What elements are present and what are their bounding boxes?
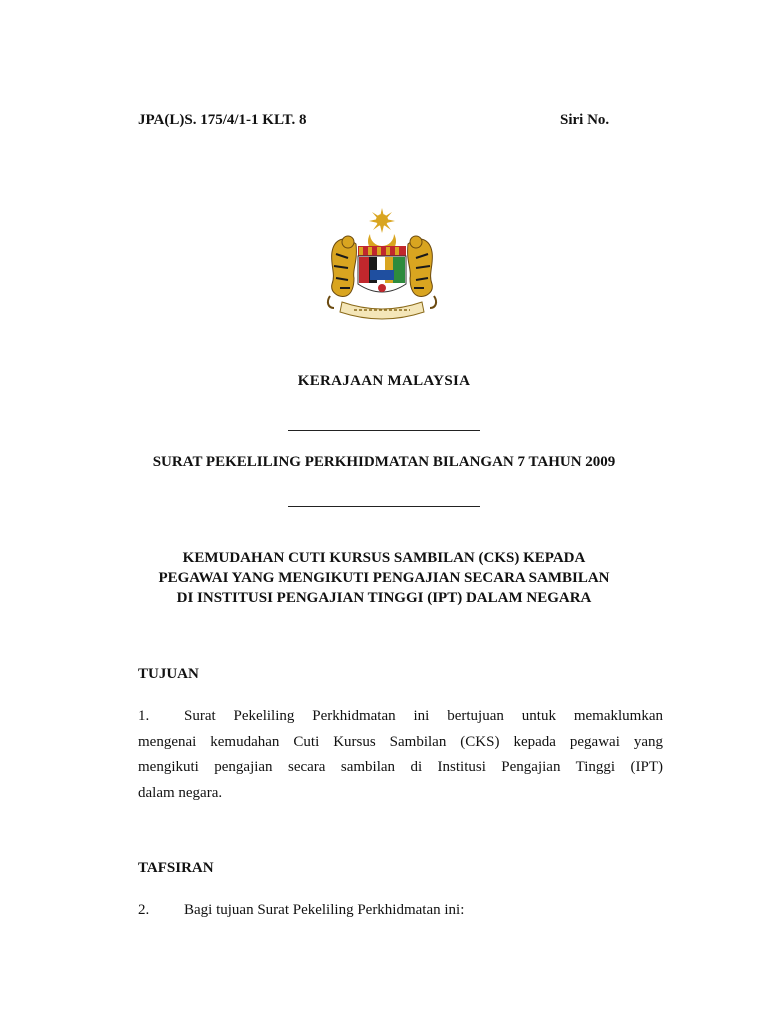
paragraph-line — [138, 704, 663, 730]
paragraph-text: Surat Pekeliling Perkhidmatan ini bertujuan untuk memaklumkan — [184, 708, 663, 724]
right-tiger-shape — [408, 236, 436, 308]
crest-graphic — [318, 204, 446, 322]
subject-line: PEGAWAI YANG MENGIKUTI PENGAJIAN SECARA SAMBILAN — [158, 570, 610, 586]
paragraph-1 — [138, 704, 663, 806]
subject-heading — [100, 548, 668, 608]
paragraph-number: 1. — [138, 708, 150, 724]
section-heading-tujuan: TUJUAN — [138, 666, 199, 682]
subject-line: DI INSTITUSI PENGAJIAN TINGGI (IPT) DALAM NEGARA — [176, 590, 592, 606]
paragraph-line: mengenai kemudahan Cuti Kursus Sambilan (CKS) kepada pegawai yang — [138, 733, 663, 750]
government-title: KERAJAAN MALAYSIA — [297, 373, 471, 389]
malaysia-coat-of-arms-icon — [318, 204, 446, 322]
subject-line: KEMUDAHAN CUTI KURSUS SAMBILAN (CKS) KEPADA — [182, 550, 586, 566]
paragraph-line: dalam negara. — [138, 784, 223, 801]
divider-line — [288, 430, 480, 431]
serial-number-label: Siri No. — [560, 112, 610, 128]
paragraph-line: mengikuti pengajian secara sambilan di Institusi Pengajian Tinggi (IPT) — [138, 759, 663, 775]
left-tiger-shape — [328, 236, 356, 308]
paragraph-number: 2. — [138, 902, 150, 918]
paragraph-text: Bagi tujuan Surat Pekeliling Perkhidmatan ini: — [184, 902, 465, 918]
federal-star-shape — [369, 208, 395, 233]
section-heading-tafsiran: TAFSIRAN — [138, 860, 214, 876]
divider-line — [288, 506, 480, 507]
reference-number: JPA(L)S. 175/4/1-1 KLT. 8 — [138, 112, 307, 128]
paragraph-2 — [138, 902, 464, 919]
circular-title: SURAT PEKELILING PERKHIDMATAN BILANGAN 7 TAHUN 2009 — [152, 454, 616, 470]
